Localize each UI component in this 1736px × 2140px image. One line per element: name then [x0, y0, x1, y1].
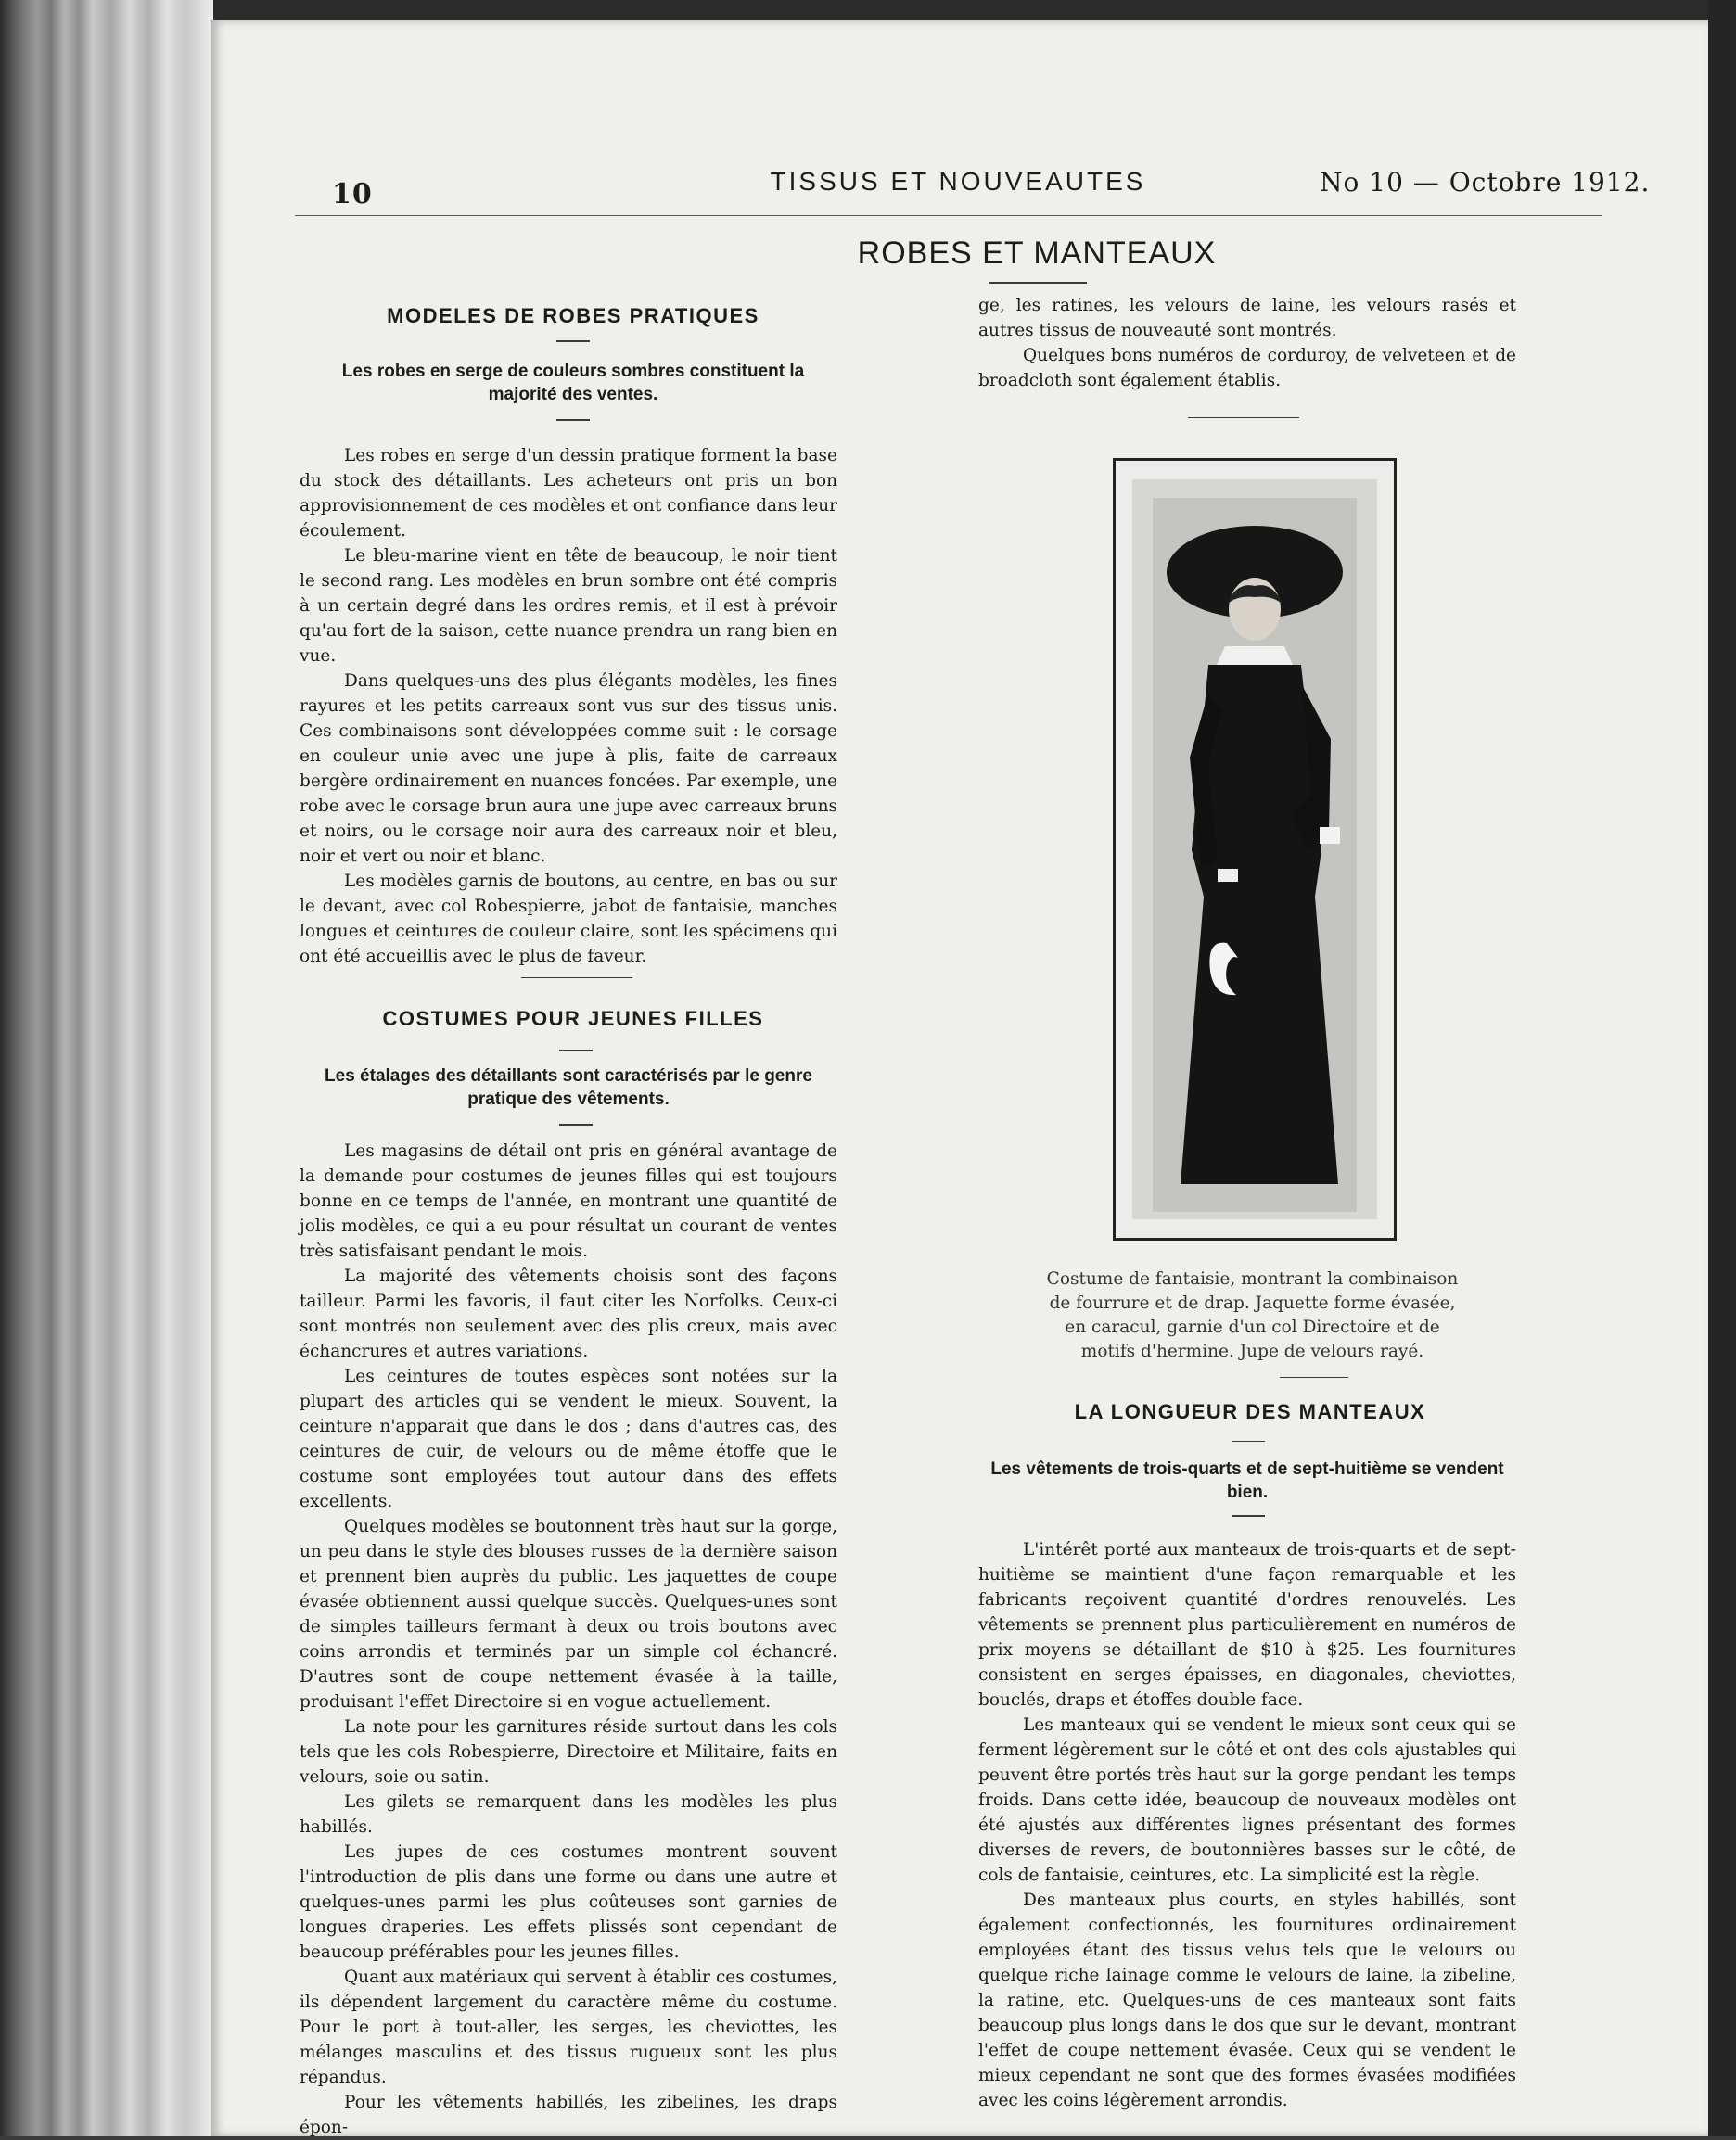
article3-paragraph: Les manteaux qui se vendent le mieux sont ceux qui se ferment légèrement sur le côté et ont des cols ajustables qui peuvent être portés très haut sur la gorge pendant les temps froids. Dans cette idée, beaucoup de nouveaux modèles ont été ajustés aux différentes lignes présentant des formes diverses de revers, de boutonnières basses sur le côté, de cols de fantaisie, ceintures, etc. La simplicité est la règle. — [978, 1715, 1516, 1885]
article2-paragraph: Les magasins de détail ont pris en général avantage de la demande pour costumes de jeunes filles qui est toujours bonne en ce temps de l'année, en montrant une quantité de jolis modèles, ce qui a eu pour résultat un courant de ventes très satisfaisant pendant le mois. — [300, 1141, 837, 1261]
article-separator — [521, 977, 632, 978]
article1-heading-rule — [556, 340, 590, 342]
magazine-page — [211, 20, 1708, 2136]
article2-paragraph: Les jupes de ces costumes montrent souvent l'introduction de plis dans une forme ou dans une autre et quelques-unes parmi les plus coûteuses sont garnies de longues draperies. Les effets plissés sont cependant de beaucoup préférables pour les jeunes filles. — [300, 1842, 837, 1962]
caption-separator — [1280, 1377, 1348, 1378]
article2-subheading-rule — [559, 1124, 593, 1126]
header-rule — [295, 215, 1602, 216]
article1-paragraph: Dans quelques-uns des plus élégants modèles, les fines rayures et les petits carreaux sont vus sur des tissus unis. Ces combinaisons sont développées comme suit : le corsage en couleur unie avec une jupe à plis, faite de carreaux bergère ordinairement en nuances foncées. Par exemple, une robe avec le corsage brun aura une jupe avec carreaux bruns et noirs, ou le corsage noir aura des carreaux noir et bleu, noir et vert ou noir et blanc. — [300, 671, 837, 866]
article1-paragraph: Les robes en serge d'un dessin pratique forment la base du stock des détaillants. Les acheteurs ont pris un bon approvisionnement de ces modèles et ont confiance dans leur écoulement. — [300, 446, 837, 541]
article1-subheading-rule — [556, 419, 590, 421]
article3-paragraph: Des manteaux plus courts, en styles habillés, sont également confectionnés, les fournitures ordinairement employées étant des tissus velus tels que le velours ou quelque riche lainage comme le velours de laine, la zibeline, la ratine, etc. Quelques-uns de ces manteaux sont faits beaucoup plus longs dans le dos que sur le devant, montrant l'effet de coupe nettement évasée. Ceux qui se vendent le mieux cependant ne sont que des formes évasées modifiées avec les coins légèrement arrondis. — [978, 1891, 1516, 2110]
article2-continuation — [978, 293, 1516, 393]
article3-heading-rule — [1232, 1441, 1265, 1442]
article1-paragraph: Le bleu-marine vient en tête de beaucoup, le noir tient le second rang. Les modèles en brun sombre ont été compris à un certain degré dans les ordres remis, et il est à prévoir qu'au fort de la saison, cette nuance prendra un rang bien en vue. — [300, 546, 837, 666]
scan-border-right — [1708, 0, 1736, 2136]
woman-in-costume-illustration — [1116, 461, 1394, 1238]
article3-subheading-rule — [1232, 1515, 1265, 1517]
section-divider — [989, 282, 1087, 284]
article3-paragraph: L'intérêt porté aux manteaux de trois-quarts et de sept-huitième se maintient d'une façon remarquable et les fabricants reçoivent quantité d'ordres renouvelés. Les vêtements se prennent plus particulièrement en numéros de prix moyens se détaillant de $10 à $25. Les fournitures consistent en serges épaisses, en diagonales, cheviottes, bouclés, draps et étoffes double face. — [978, 1540, 1516, 1710]
article2-heading-rule — [559, 1050, 593, 1051]
photo-caption: Costume de fantaisie, montrant la combinaison de fourrure et de drap. Jaquette forme évasée, en caracul, garnie d'un col Directoire et de motifs d'hermine. Jupe de velours rayé. — [1046, 1269, 1459, 1361]
article2-paragraph: La note pour les garnitures réside surtout dans les cols tels que les cols Robespierre, Directoire et Militaire, faits en velours, soie ou satin. — [300, 1717, 837, 1787]
issue-date: No 10 — Octobre 1912. — [1320, 167, 1651, 197]
article2-paragraph: Pour les vêtements habillés, les zibelines, les draps épon- — [300, 2093, 837, 2137]
article1-subheading: Les robes en serge de couleurs sombres constituent la majorité des ventes. — [341, 362, 805, 404]
article2-paragraph: Les ceintures de toutes espèces sont notées sur la plupart des articles qui se vendent le mieux. Souvent, la ceinture n'apparait que dans le dos ; dans d'autres cas, des ceintures de cuir, de velours ou de même étoffe que le costume sont employées tout autour dans des effets excellents. — [300, 1367, 837, 1511]
continuation-paragraph: ge, les ratines, les velours de laine, les velours rasés et autres tissus de nouveauté sont montrés. — [978, 296, 1516, 340]
article3-body — [978, 1537, 1516, 2113]
article1-heading: MODELES DE ROBES PRATIQUES — [387, 304, 760, 327]
article1-paragraph: Les modèles garnis de boutons, au centre, en bas ou sur le devant, avec col Robespierre, jabot de fantaisie, manches longues et ceintures de couleur claire, sont les spécimens qui ont été accueillis avec le plus de faveur. — [300, 872, 837, 966]
article2-paragraph: La majorité des vêtements choisis sont des façons tailleur. Parmi les favoris, il faut citer les Norfolks. Ceux-ci sont montrés non seulement avec des plis creux, mais avec échancrures et autres variations. — [300, 1267, 837, 1361]
article1-body — [300, 443, 837, 969]
book-page-edges — [0, 0, 213, 2136]
continuation-separator — [1188, 417, 1299, 418]
article3-heading: LA LONGUEUR DES MANTEAUX — [1074, 1400, 1426, 1423]
fashion-photograph — [1113, 458, 1397, 1241]
article2-paragraph: Quelques modèles se boutonnent très haut sur la gorge, un peu dans le style des blouses russes de la dernière saison et prennent bien auprès du public. Les jaquettes de coupe évasée obtiennent aussi quelque succès. Quelques-unes sont de simples tailleurs fermant à deux ou trois boutons avec coins arrondis et terminés par un simple col échancré. D'autres sont de coupe nettement évasée à la taille, produisant l'effet Directoire si en vogue actuellement. — [300, 1517, 837, 1712]
continuation-paragraph: Quelques bons numéros de corduroy, de velveteen et de broadcloth sont également établis. — [978, 346, 1516, 390]
article3-subheading: Les vêtements de trois-quarts et de sept-huitième se vendent bien. — [990, 1459, 1504, 1502]
page-number: 10 — [332, 178, 373, 210]
article2-paragraph: Les gilets se remarquent dans les modèles les plus habillés. — [300, 1792, 837, 1837]
scan-border-top — [213, 0, 1716, 20]
article2-heading: COSTUMES POUR JEUNES FILLES — [382, 1007, 764, 1030]
section-title: ROBES ET MANTEAUX — [857, 236, 1217, 271]
article2-subheading: Les étalages des détaillants sont caractérisés par le genre pratique des vêtements. — [325, 1066, 812, 1109]
article2-body — [300, 1139, 837, 2140]
running-title: TISSUS ET NOUVEAUTES — [770, 167, 1146, 196]
article2-paragraph: Quant aux matériaux qui servent à établir ces costumes, ils dépendent largement du caractère même du costume. Pour le port à tout-aller, les serges, les cheviottes, les mélanges masculins et des tissus rugueux sont les plus répandus. — [300, 1968, 837, 2087]
